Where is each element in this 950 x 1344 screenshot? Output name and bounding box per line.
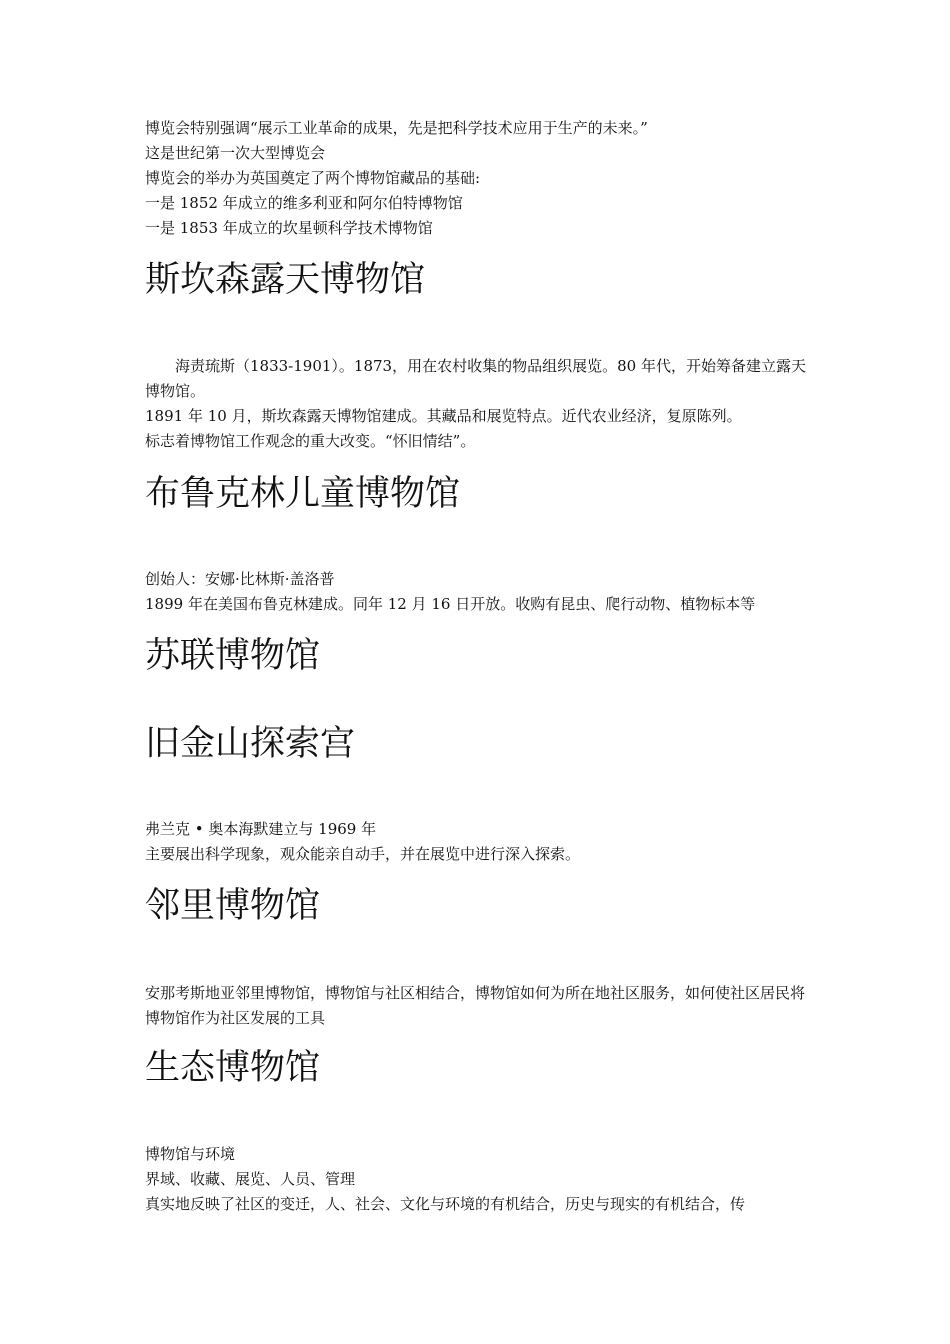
section-paragraph: 海责琉斯（1833-1901）。1873，用在农村收集的物品组织展览。80 年代，开始筹备建立露天博物馆。 [145, 357, 806, 400]
section-heading: 旧金山探索宫 [145, 724, 356, 764]
section-paragraph: 真实地反映了社区的变迁，人、社会、文化与环境的有机结合，历史与现实的有机结合，传 [145, 1195, 746, 1213]
section-paragraph: 界域、收藏、展览、人员、管理 [145, 1170, 356, 1188]
section-paragraph: 主要展出科学现象，观众能亲自动手，并在展览中进行深入探索。 [145, 845, 581, 863]
intro-line: 博览会的举办为英国奠定了两个博物馆藏品的基础: [145, 169, 481, 187]
intro-line: 这是世纪第一次大型博览会 [145, 144, 326, 162]
section-paragraph: 弗兰克 • 奥本海默建立与 1969 年 [145, 820, 377, 838]
section-paragraph: 博物馆与环境 [145, 1145, 236, 1163]
section-paragraph: 标志着博物馆工作观念的重大改变。“怀旧情结”。 [145, 432, 476, 450]
intro-line: 博览会特别强调“展示工业革命的成果，先是把科学技术应用于生产的未来。” [145, 119, 648, 137]
section-paragraph: 创始人：安娜·比林斯·盖洛普 [145, 570, 335, 588]
section-paragraph: 1891 年 10 月，斯坎森露天博物馆建成。其藏品和展览特点。近代农业经济，复原陈列。 [145, 407, 742, 425]
section-paragraph: 安那考斯地亚邻里博物馆，博物馆与社区相结合，博物馆如何为所在地社区服务，如何使社区居民将博物馆作为社区发展的工具 [145, 984, 806, 1027]
intro-line: 一是 1853 年成立的坎星顿科学技术博物馆 [145, 219, 433, 237]
section-heading: 苏联博物馆 [145, 636, 321, 676]
section-heading: 邻里博物馆 [145, 886, 321, 926]
section-heading: 布鲁克林儿童博物馆 [145, 474, 461, 514]
intro-line: 一是 1852 年成立的维多利亚和阿尔伯特博物馆 [145, 194, 463, 212]
section-heading: 生态博物馆 [145, 1048, 321, 1088]
section-paragraph: 1899 年在美国布鲁克林建成。同年 12 月 16 日开放。收购有昆虫、爬行动物、植物标本等 [145, 595, 756, 613]
section-heading: 斯坎森露天博物馆 [145, 260, 426, 300]
